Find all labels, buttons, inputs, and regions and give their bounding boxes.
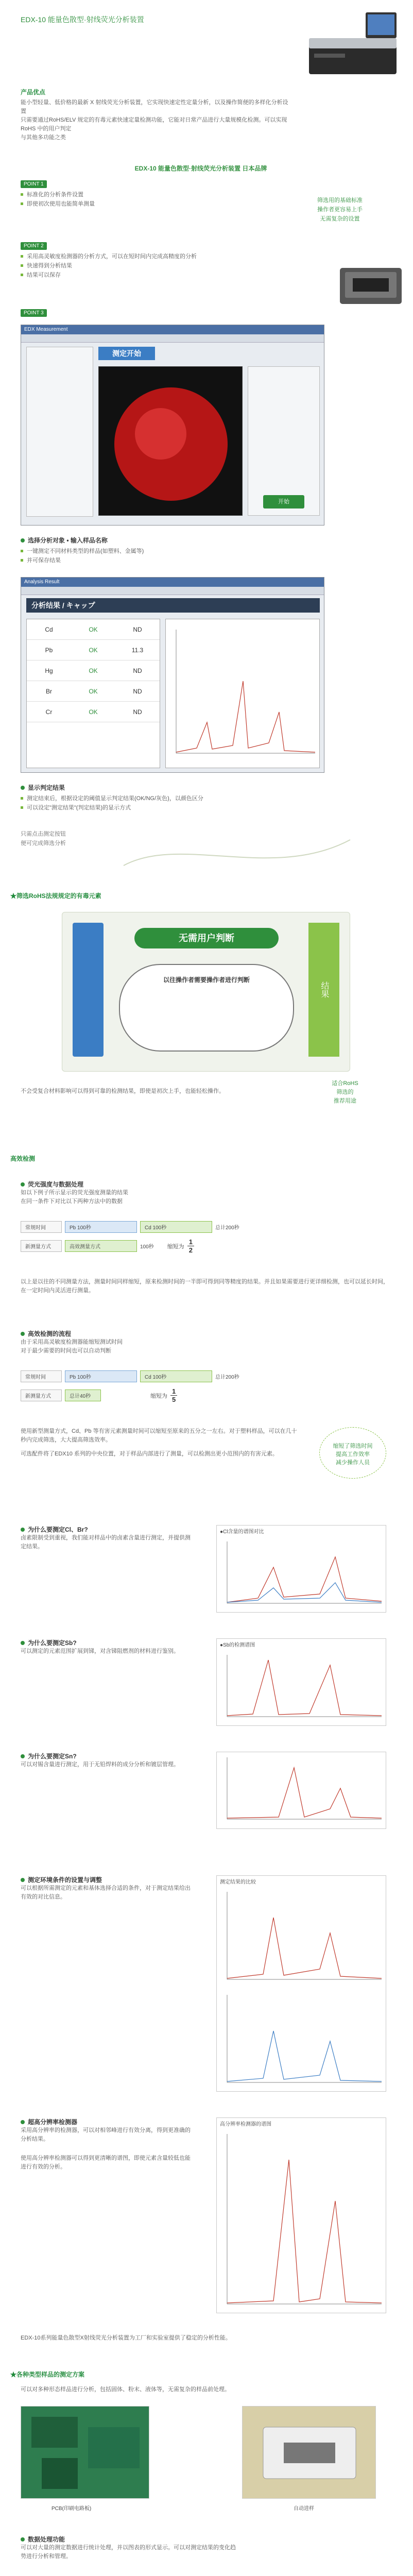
sample-text-line: 可以对多种形态样品进行分析，包括固体、粉末、液体等，无需复杂的样品前处理。 — [21, 2386, 230, 2393]
banner-text: EDX-10 能量色散型·射线荧光分析装置 日本品牌 — [134, 165, 267, 172]
rohs-section-title — [10, 891, 101, 900]
rohs-center: 以往操作者需要操作者进行判断 — [163, 976, 250, 984]
comp-row1-label: 常规时间 — [21, 1221, 62, 1233]
result-element: Hg — [45, 667, 53, 674]
rohs-cloud — [119, 964, 294, 1052]
recommend-1: 适合RoHS — [332, 1080, 358, 1087]
q4-title: 测定环境条件的设置与调整 — [28, 1876, 102, 1884]
bottom-left-line: 不会受复合材料影响可以得到可靠的检测结果，即使是初次上手，也能轻松操作。 — [21, 1088, 225, 1094]
result-judge: OK — [89, 667, 98, 674]
result-table — [26, 619, 160, 768]
point-2-item: 采用高灵敏度检测器的分析方式，可以在短时间内完成高精度的分析 — [21, 252, 227, 261]
recommend2-3: 减少操作人员 — [336, 1460, 370, 1466]
sample-text — [21, 2385, 391, 2394]
q5-text2: 使用高分辨率检测器可以得到更清晰的谱图，即使元素含量较低也能进行有效的分析。 — [21, 2155, 191, 2170]
comp2-row1-b: Cd 100秒 — [140, 1370, 212, 1382]
q1-text: 卤素限制受到重视，我们能对样品中的卤素含量进行测定，并提供测定结果。 — [21, 1535, 191, 1550]
sample-caption-left — [51, 2504, 91, 2512]
comp-row1-total: 总计200秒 — [215, 1225, 239, 1231]
curve-note-2: 便可完成筛选分析 — [21, 840, 66, 846]
comp2-ratio-den: 5 — [170, 1395, 177, 1403]
caption-2 — [21, 783, 288, 812]
q1-title: 为什么要测定Cl、Br? — [28, 1526, 88, 1533]
q1-chart-label: ●Cl含量的谱图对比 — [220, 1529, 264, 1535]
note2-line: 对于最少需要的时间也可以自动判断 — [21, 1348, 111, 1354]
q5-title: 超高分辨率检测器 — [28, 2119, 78, 2126]
point-1-item: 标准化的分析条件设置 — [21, 190, 175, 199]
screen-heading: 测定开始 — [98, 347, 155, 360]
q3-text: 可以对锡含量进行测定，用于无铅焊料的成分分析和镀层管理。 — [21, 1761, 179, 1768]
comp2-row2-a: 总计40秒 — [65, 1389, 101, 1401]
result-value: ND — [133, 667, 142, 674]
sample-section-text: ★各种类型样品的测定方案 — [10, 2371, 85, 2378]
caption-1-item: 一键测定不同材料类型的样品(如塑料、金属等) — [21, 547, 278, 556]
result-element: Cr — [45, 708, 53, 716]
caption-2-item: 测定结束后，根据设定的阈值显示判定结果(OK/NG/灰色)，以颜色区分 — [21, 794, 288, 803]
comp-row2-a: 高效测量方式 — [65, 1240, 137, 1252]
point-2-item: 快速得到分析结果 — [21, 261, 227, 270]
q4-text: 可以根据所需测定的元素和基体选择合适的条件，对于测定结果给出有效的对比信息。 — [21, 1885, 191, 1900]
result-element: Cd — [45, 625, 53, 633]
result-judge: OK — [89, 646, 98, 654]
recommend-2 — [319, 1427, 386, 1479]
q4-chart-label: 测定结果的比较 — [220, 1879, 256, 1885]
spectrum-panel — [165, 619, 320, 768]
comp-text — [21, 1278, 391, 1295]
intro-line-1: 能小型轻量、低价格的最新 X 射线荧光分析装置，它实现快速定性定量分析，以及操作简便的多样化分析设置 — [21, 99, 288, 114]
comp2-fraction — [170, 1387, 177, 1403]
result-judge: OK — [89, 708, 98, 716]
comp2-row1-a: Pb 100秒 — [65, 1370, 137, 1382]
comp-ratio-den: 2 — [187, 1246, 194, 1254]
data-section-title: 数据处理功能 — [28, 2536, 65, 2543]
recommend — [309, 1079, 381, 1106]
window-title: EDX Measurement — [21, 325, 324, 334]
note2 — [21, 1329, 288, 1355]
comp-ratio: 缩短为 — [167, 1243, 184, 1250]
comp-row2-label: 新测量方式 — [21, 1240, 62, 1252]
result-value: ND — [133, 625, 142, 633]
point-2-item: 结果可以保存 — [21, 270, 227, 280]
result-row — [27, 702, 160, 722]
result-element: Br — [46, 687, 52, 695]
sample-image — [98, 366, 243, 516]
result-element: Pb — [45, 646, 53, 654]
energy-section — [10, 1154, 35, 1163]
side-note-2: 操作者更容易上手 — [317, 207, 363, 213]
point-2 — [21, 242, 227, 280]
comp-row1-b: Cd 100秒 — [140, 1221, 212, 1233]
caption-1-item: 并可保存结果 — [21, 556, 278, 565]
comparison-2 — [21, 1370, 268, 1403]
sample-caption-right-text: 自动进样 — [294, 2506, 314, 2512]
note2-title: 高效检测的流程 — [28, 1330, 72, 1337]
result-window — [21, 577, 324, 773]
result-row — [27, 619, 160, 640]
sample-caption-left-text: PCB(印刷电路板) — [51, 2506, 92, 2512]
measurement-window — [21, 325, 324, 526]
quant — [21, 1180, 288, 1206]
banner — [103, 164, 299, 173]
result-row — [27, 660, 160, 681]
q2-text: 可以测定的元素范围扩展到锑，对含锑阻燃剂的材料进行鉴别。 — [21, 1648, 179, 1654]
q2 — [21, 1638, 191, 1656]
curve-note-1: 只需点击测定按钮 — [21, 831, 66, 837]
comp-row1-a: Pb 100秒 — [65, 1221, 137, 1233]
data-text: 可以对大量的测定数据进行统计处理，并以图表的形式显示。可以对测定结果的变化趋势进行分析和管理。 — [21, 2545, 236, 2560]
point-1-item: 即使初次使用也能简单测量 — [21, 199, 175, 209]
intro-line-2: 只需要通过RoHS/ELV 规定的有毒元素快速定量检测功能，它能对日常产品进行大量规模化检测。可以实现RoHS 中的用户判定 — [21, 117, 287, 132]
q5 — [21, 2117, 191, 2172]
q3-chart — [216, 1752, 386, 1829]
intro-line-3: 与其他多功能之类 — [21, 134, 66, 141]
comp2-text-line: 可选配件将了EDX10 系列的中央位置，对于样品内部进行了测量，可以检测出更小范围内的有害元素。 — [21, 1451, 278, 1457]
q2-chart — [216, 1638, 386, 1726]
mid-note-line: EDX-10系列能量色散型X射线荧光分析装置为工厂和实验室提供了稳定的分析性能。 — [21, 2335, 231, 2341]
intro-title: 产品优点 — [21, 89, 46, 96]
comparison-1 — [21, 1221, 268, 1254]
quant-title: 荧光强度与数据处理 — [28, 1181, 84, 1188]
q2-chart-label: ●Sb的检测谱图 — [220, 1642, 255, 1648]
recommend2-2: 提高工作效率 — [336, 1451, 370, 1458]
page-title-text: EDX-10 能量色散型·射线荧光分析装置 — [21, 15, 144, 24]
comp2-row2-label: 新测量方式 — [21, 1389, 62, 1401]
point-1-label: POINT 1 — [21, 180, 47, 188]
data-section — [21, 2535, 237, 2561]
result-judge: OK — [89, 687, 98, 695]
sample-caption-right — [294, 2504, 314, 2512]
result-judge: OK — [89, 625, 98, 633]
q1-chart — [216, 1525, 386, 1613]
comp-row2-total: 100秒 — [140, 1244, 154, 1250]
quant-line: 如以下例子所示显示的荧光强度测量的结果 — [21, 1190, 128, 1196]
side-note — [309, 196, 371, 224]
quant-line: 在同一条件下对比以下两种方法中的数据 — [21, 1198, 123, 1205]
result-value: 11.3 — [131, 646, 144, 654]
result-value: ND — [133, 687, 142, 695]
side-note-1: 筛选用的基础标准 — [317, 197, 363, 204]
q5-chart-label: 高分辨率检测器的谱图 — [220, 2122, 271, 2127]
rohs-section-text: ★筛选RoHS法规规定的有毒元素 — [10, 892, 101, 900]
q4 — [21, 1875, 191, 1902]
comp2-ratio: 缩短为 — [150, 1393, 167, 1399]
point-3 — [21, 309, 47, 317]
energy-section-text: 高效检测 — [10, 1155, 36, 1162]
decor-curve — [118, 824, 355, 876]
comp2-row1-total: 总计200秒 — [215, 1375, 239, 1380]
autosampler-photo — [242, 2406, 376, 2499]
window-title: Analysis Result — [21, 578, 324, 587]
point-1 — [21, 180, 175, 209]
page-title — [21, 14, 288, 25]
bottom-left-text — [21, 1087, 299, 1096]
caption-2-item: 可以设定"测定结果"(判定结果)的显示方式 — [21, 803, 288, 812]
comp-fraction — [187, 1238, 194, 1254]
comp2-ratio-num: 1 — [172, 1387, 176, 1395]
start-button[interactable]: 开始 — [263, 495, 304, 509]
q5-chart — [216, 2117, 386, 2313]
q2-title: 为什么要测定Sb? — [28, 1639, 77, 1647]
point-3-label: POINT 3 — [21, 309, 47, 317]
q3 — [21, 1752, 191, 1769]
comp2-row1-label: 常规时间 — [21, 1370, 62, 1382]
result-value: ND — [133, 708, 142, 716]
result-row — [27, 640, 160, 660]
side-note-3: 无需复杂的设置 — [320, 216, 360, 222]
caption-1 — [21, 536, 278, 565]
comp-text-line: 以上是以往的不同测量方法，测量时间同样缩短，原来检测时间的一半即可得到同等精度的结果。并且如果需要进行更详细检测，也可以延长时间，在一定时间内灵活进行测量。 — [21, 1279, 389, 1294]
result-row — [27, 681, 160, 702]
sample-chamber-photo — [335, 258, 407, 314]
caption-1-title: 选择分析对象 • 输入样品名称 — [28, 537, 108, 544]
result-heading: 分析结果 / キャップ — [26, 598, 320, 613]
point-2-label: POINT 2 — [21, 242, 47, 250]
recommend-3: 推荐用途 — [334, 1098, 356, 1104]
intro — [21, 88, 288, 142]
q1 — [21, 1525, 191, 1551]
recommend-2: 筛选的 — [336, 1089, 354, 1095]
sample-section — [10, 2370, 84, 2379]
q5-text: 采用高分辨率的检测器，可以对相邻峰进行有效分离，得到更准确的分析结果。 — [21, 2127, 191, 2142]
caption-2-title: 显示判定结果 — [28, 784, 65, 791]
rohs-diagram — [62, 912, 350, 1072]
q3-title: 为什么要测定Sn? — [28, 1753, 77, 1760]
q4-chart — [216, 1875, 386, 2092]
comp-ratio-num: 1 — [188, 1238, 193, 1246]
product-photo — [304, 7, 402, 84]
note2-line: 由于采用高灵敏度检测器能缩短测试时间 — [21, 1339, 123, 1345]
pcb-photo — [21, 2406, 149, 2499]
rohs-highlight: 无需用户判断 — [134, 928, 279, 948]
comp2-texts — [21, 1427, 299, 1459]
rohs-side: 结果 — [308, 923, 339, 1057]
mid-note — [21, 2334, 391, 2343]
recommend2-1: 缩短了筛选时间 — [333, 1443, 373, 1449]
comp2-text-line: 使用新型测量方式，Cd、Pb 等有害元素测量时间可以缩短至原来的五分之一左右。对于塑料样品，可以在几十秒内完成筛选，大大提高筛选效率。 — [21, 1428, 297, 1443]
